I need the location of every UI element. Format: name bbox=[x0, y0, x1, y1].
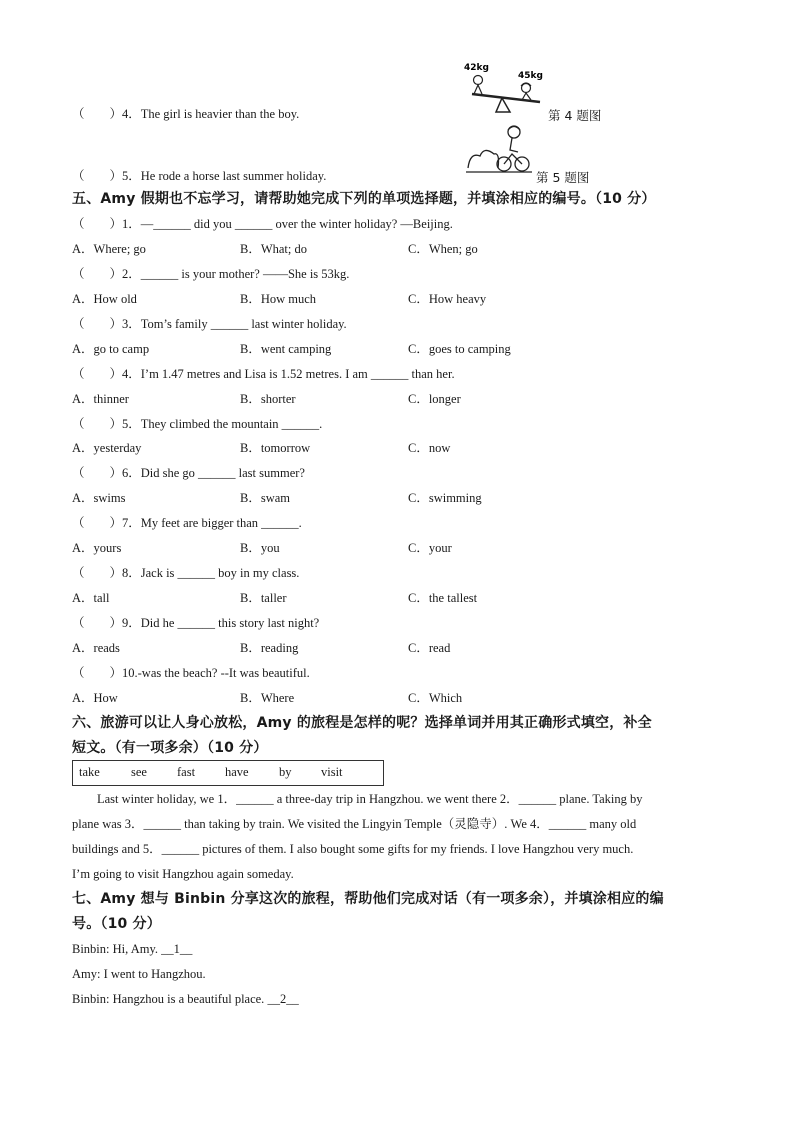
mc-option-a: A．go to camp bbox=[72, 342, 150, 356]
bike-figure bbox=[464, 122, 534, 178]
mc-option-b: B．you bbox=[240, 541, 280, 555]
section-5-heading: 五、Amy 假期也不忘学习，请帮助她完成下列的单项选择题，并填涂相应的编号。（10 分） bbox=[72, 191, 656, 207]
dialogue-line bbox=[72, 941, 192, 957]
word-bank-item: fast bbox=[177, 765, 196, 779]
passage-line: plane was 3．______ than taking by train. We visited the Lingyin Temple（灵隐寺）. We 4．______ many old bbox=[72, 817, 637, 831]
mc-question-stem: （ ）9．Did he ______ this story last night? bbox=[72, 616, 320, 630]
mc-option-c: C．your bbox=[408, 541, 452, 555]
mc-option-b: B．Where bbox=[240, 691, 295, 705]
mc-question-stem: （ ）10.-was the beach? --It was beautiful. bbox=[72, 666, 310, 680]
figure-4-caption: 第 4 题图 bbox=[548, 108, 602, 123]
section-7-heading-line2: 号。（10 分） bbox=[72, 916, 161, 932]
mc-option-c: C．swimming bbox=[408, 491, 482, 505]
word-bank-item: have bbox=[225, 765, 249, 779]
word-bank-item: take bbox=[79, 765, 100, 779]
mc-option-a: A．Where; go bbox=[72, 242, 146, 256]
mc-question-stem: （ ）1．—______ did you ______ over the winter holiday? —Beijing. bbox=[72, 217, 453, 231]
mc-option-c: C．When; go bbox=[408, 242, 478, 256]
mc-option-a: A．reads bbox=[72, 641, 120, 655]
word-bank-item: by bbox=[279, 765, 292, 779]
dialogue-text: Binbin: Hangzhou is a beautiful place. bbox=[72, 992, 268, 1006]
mc-option-c: C．Which bbox=[408, 691, 463, 705]
mc-option-b: B．What; do bbox=[240, 242, 308, 256]
mc-option-c: C．read bbox=[408, 641, 451, 655]
mc-option-c: C．the tallest bbox=[408, 591, 478, 605]
weight-label-left: 42kg bbox=[464, 63, 489, 73]
passage-line: buildings and 5．______ pictures of them. I also bought some gifts for my friends. I love Hangzhou very much. bbox=[72, 842, 634, 856]
mc-option-a: A．tall bbox=[72, 591, 110, 605]
mc-option-c: C．now bbox=[408, 441, 451, 455]
mc-option-a: A．How bbox=[72, 691, 118, 705]
mc-question-stem: （ ）6．Did she go ______ last summer? bbox=[72, 466, 305, 480]
mc-question-stem: （ ）3．Tom’s family ______ last winter holiday. bbox=[72, 317, 347, 331]
mc-question-stem: （ ）5．They climbed the mountain ______. bbox=[72, 417, 323, 431]
word-bank-item: visit bbox=[321, 765, 343, 779]
seesaw-figure bbox=[460, 60, 550, 116]
weight-label-right: 45kg bbox=[518, 71, 543, 81]
mc-option-a: A．thinner bbox=[72, 392, 129, 406]
mc-option-b: B．tomorrow bbox=[240, 441, 311, 455]
dialogue-blank: __2__ bbox=[267, 992, 299, 1006]
mc-option-c: C．goes to camping bbox=[408, 342, 511, 356]
section-7-heading-line1: 七、Amy 想与 Binbin 分享这次的旅程，帮助他们完成对话（有一项多余），并填涂相应的编 bbox=[72, 891, 664, 907]
mc-option-b: B．went camping bbox=[240, 342, 332, 356]
dialogue-text: Amy: I went to Hangzhou. bbox=[72, 967, 206, 981]
mc-option-a: A．How old bbox=[72, 292, 137, 306]
mc-option-b: B．How much bbox=[240, 292, 317, 306]
mc-question-stem: （ ）8．Jack is ______ boy in my class. bbox=[72, 566, 300, 580]
bike-illustration bbox=[464, 122, 534, 178]
tf-item-5: （ ）5．He rode a horse last summer holiday. bbox=[72, 169, 327, 183]
mc-option-c: C．longer bbox=[408, 392, 461, 406]
mc-option-a: A．yesterday bbox=[72, 441, 142, 455]
passage-line: Last winter holiday, we 1．______ a three-day trip in Hangzhou. we went there 2．______ plane. Taking by bbox=[72, 792, 643, 806]
mc-option-b: B．shorter bbox=[240, 392, 296, 406]
section-6-heading-line2: 短文。（有一项多余）（10 分） bbox=[72, 740, 268, 756]
dialogue-text: Binbin: Hi, Amy. bbox=[72, 942, 162, 956]
mc-option-a: A．swims bbox=[72, 491, 126, 505]
mc-question-stem: （ ）4．I’m 1.47 metres and Lisa is 1.52 metres. I am ______ than her. bbox=[72, 367, 455, 381]
mc-question-stem: （ ）7．My feet are bigger than ______. bbox=[72, 516, 302, 530]
dialogue-line bbox=[72, 991, 299, 1007]
mc-option-b: B．swam bbox=[240, 491, 291, 505]
passage-line: I’m going to visit Hangzhou again someday. bbox=[72, 867, 294, 881]
word-bank-box bbox=[72, 760, 384, 786]
dialogue-line bbox=[72, 966, 206, 982]
word-bank-item: see bbox=[131, 765, 147, 779]
mc-question-stem: （ ）2．______ is your mother? ——She is 53kg. bbox=[72, 267, 350, 281]
figure-5-caption: 第 5 题图 bbox=[536, 170, 590, 185]
mc-option-b: B．reading bbox=[240, 641, 299, 655]
dialogue-blank: __1__ bbox=[161, 942, 193, 956]
mc-option-b: B．taller bbox=[240, 591, 287, 605]
section-6-heading-line1: 六、旅游可以让人身心放松，Amy 的旅程是怎样的呢？选择单词并用其正确形式填空，补全 bbox=[72, 715, 652, 731]
tf-item-4: （ ）4．The girl is heavier than the boy. bbox=[72, 107, 300, 121]
seesaw-illustration bbox=[460, 60, 550, 116]
mc-option-a: A．yours bbox=[72, 541, 122, 555]
mc-option-c: C．How heavy bbox=[408, 292, 487, 306]
